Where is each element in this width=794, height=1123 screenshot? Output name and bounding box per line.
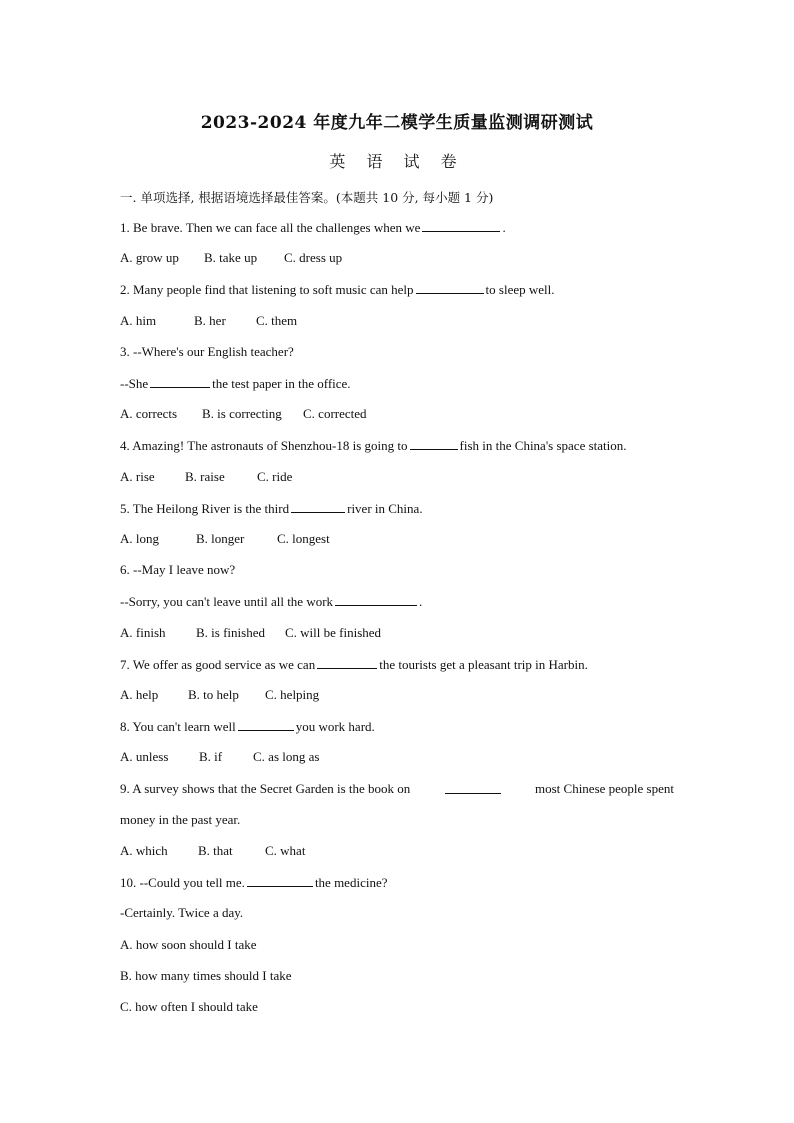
question-1-options xyxy=(120,250,342,266)
option-a: A. rise xyxy=(120,469,155,484)
answer-blank xyxy=(410,437,458,450)
question-6-tail: . xyxy=(419,594,423,609)
option-b: B. her xyxy=(194,313,226,328)
question-1 xyxy=(120,219,506,236)
answer-blank xyxy=(445,781,501,794)
question-4-tail: fish in the China's space station. xyxy=(459,438,627,453)
question-4 xyxy=(120,437,627,454)
option-b: B. to help xyxy=(188,687,239,702)
question-8 xyxy=(120,718,375,735)
question-3-answer-line xyxy=(120,375,351,392)
question-3-text: --She xyxy=(120,376,149,391)
option-b: B. that xyxy=(198,843,233,858)
question-7-options xyxy=(120,687,319,703)
answer-blank xyxy=(317,656,377,669)
option-b: B. if xyxy=(199,749,223,764)
question-3-tail: the test paper in the office. xyxy=(212,376,351,391)
option-a: A. finish xyxy=(120,625,166,640)
option-b: B. is correcting xyxy=(202,406,282,421)
question-5 xyxy=(120,500,423,517)
question-10-tail: the medicine? xyxy=(314,875,388,890)
question-8-options xyxy=(120,749,319,765)
question-6-answer-line xyxy=(120,593,422,610)
question-8-text: 8. You can't learn well xyxy=(120,719,236,734)
question-6-options xyxy=(120,625,381,641)
question-9-options xyxy=(120,843,305,859)
option-a: A. grow up xyxy=(120,250,179,265)
question-7-tail: the tourists get a pleasant trip in Harbin. xyxy=(379,657,588,672)
option-a: A. him xyxy=(120,313,157,328)
option-c: C. longest xyxy=(277,531,330,546)
question-6-text: --Sorry, you can't leave until all the work xyxy=(120,594,334,609)
question-2-tail: to sleep well. xyxy=(485,282,555,297)
answer-blank xyxy=(150,375,210,388)
option-b: B. raise xyxy=(185,469,225,484)
option-c: C. how often I should take xyxy=(120,999,258,1014)
question-9-continued: money in the past year. xyxy=(120,812,241,827)
option-c: C. dress up xyxy=(284,250,343,265)
option-a: A. long xyxy=(120,531,159,546)
option-c: C. ride xyxy=(257,469,293,484)
answer-blank xyxy=(416,281,484,294)
option-b: B. longer xyxy=(196,531,245,546)
option-a: A. help xyxy=(120,687,159,702)
question-9-tail: most Chinese people spent xyxy=(534,781,674,796)
question-2-options xyxy=(120,313,297,329)
exam-subtitle: 英 语 试 卷 xyxy=(329,152,465,171)
option-a: A. how soon should I take xyxy=(120,937,257,952)
question-7 xyxy=(120,656,588,673)
question-5-text: 5. The Heilong River is the third xyxy=(120,501,290,516)
option-c: C. as long as xyxy=(253,749,320,764)
question-5-options xyxy=(120,531,330,547)
option-a: A. unless xyxy=(120,749,169,764)
option-b: B. how many times should I take xyxy=(120,968,292,983)
question-7-text: 7. We offer as good service as we can xyxy=(120,657,316,672)
question-2 xyxy=(120,281,555,298)
option-c: C. will be finished xyxy=(285,625,382,640)
question-9 xyxy=(120,781,674,797)
question-5-tail: river in China. xyxy=(347,501,423,516)
question-10-reply: -Certainly. Twice a day. xyxy=(120,905,244,920)
question-2-text: 2. Many people find that listening to soft music can help xyxy=(120,282,414,297)
question-1-text: 1. Be brave. Then we can face all the challenges when we xyxy=(120,220,421,235)
option-c: C. what xyxy=(265,843,306,858)
question-10 xyxy=(120,874,388,891)
question-8-tail: you work hard. xyxy=(295,719,375,734)
option-b: B. take up xyxy=(204,250,258,265)
option-c: C. corrected xyxy=(303,406,367,421)
option-c: C. helping xyxy=(265,687,320,702)
question-10-text: 10. --Could you tell me. xyxy=(120,875,245,890)
option-c: C. them xyxy=(256,313,298,328)
option-a: A. which xyxy=(120,843,168,858)
answer-blank xyxy=(291,500,345,513)
exam-title: 2023-2024 年度九年二模学生质量监测调研测试 xyxy=(200,113,594,133)
answer-blank xyxy=(422,219,500,232)
answer-blank xyxy=(247,874,313,887)
option-a: A. corrects xyxy=(120,406,178,421)
question-4-text: 4. Amazing! The astronauts of Shenzhou-18 is going to xyxy=(120,438,408,453)
answer-blank xyxy=(238,718,294,731)
question-9-text: 9. A survey shows that the Secret Garden is the book on xyxy=(120,781,411,796)
question-4-options xyxy=(120,469,292,485)
question-6: 6. --May I leave now? xyxy=(120,562,236,577)
question-1-tail: . xyxy=(502,220,506,235)
question-3: 3. --Where's our English teacher? xyxy=(120,344,294,359)
section-heading: 一. 单项选择, 根据语境选择最佳答案。(本题共 10 分, 每小题 1 分) xyxy=(120,190,494,205)
answer-blank xyxy=(335,593,417,606)
option-b: B. is finished xyxy=(196,625,265,640)
question-3-options xyxy=(120,406,367,422)
